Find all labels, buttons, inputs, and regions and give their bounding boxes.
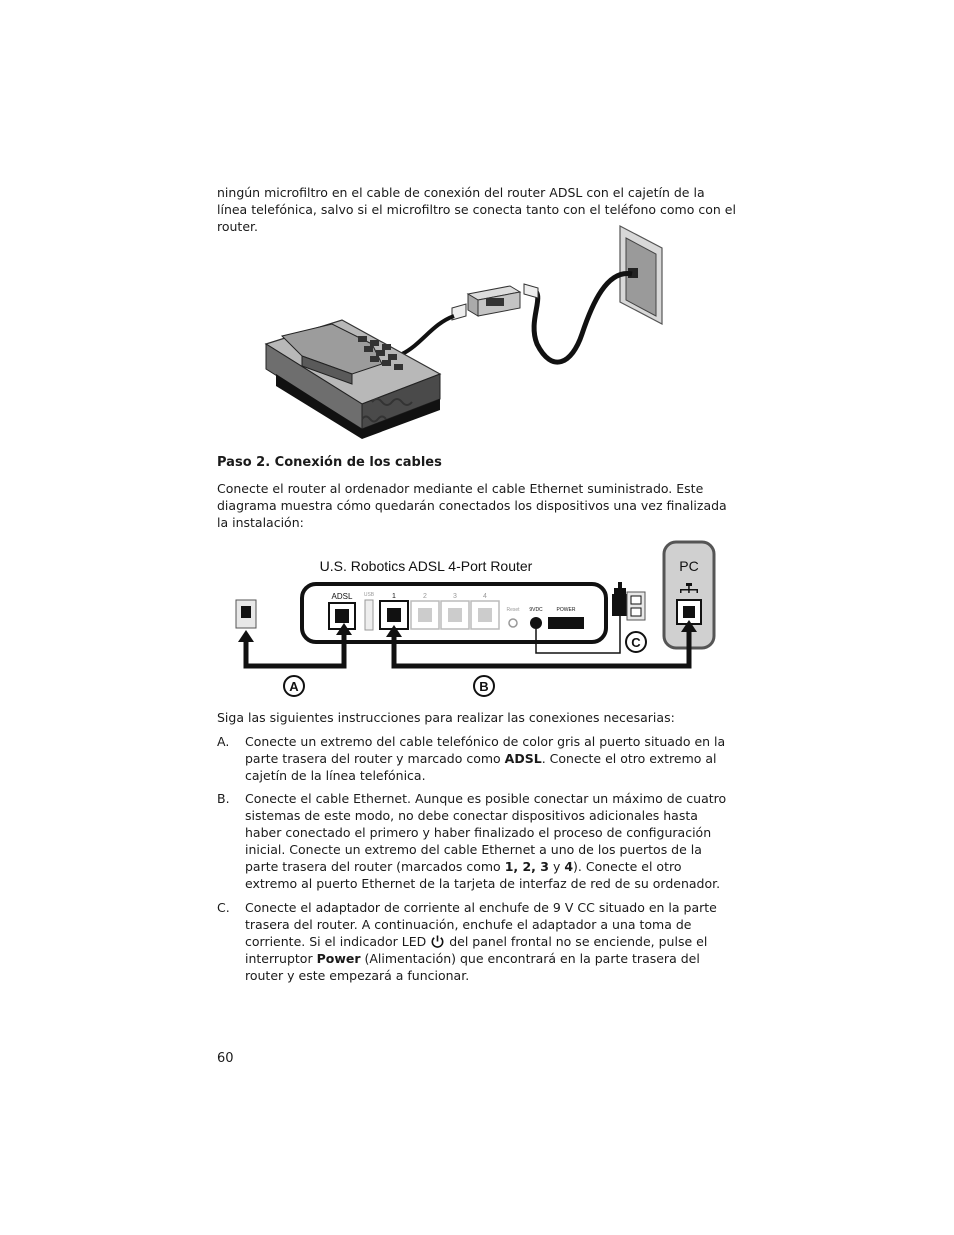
- instruction-item-c: [217, 899, 737, 984]
- page-number: 60: [217, 1051, 234, 1066]
- port-2-label: 2: [423, 593, 427, 600]
- item-body: Conecte el cable Ethernet. Aunque es posible conectar un máximo de cuatro sistemas de este modo, no debe conectar dispositivos adicionales hasta haber conectado el primero y haber finalizado el proceso de configuración inicial. Conecte un extremo del cable Ethernet a uno de los puertos de la parte trasera del router (marcados como 1, 2, 3 y 4). Conecte el otro extremo al puerto Ethernet de la tarjeta de interfaz de red de su ordenador.: [245, 791, 727, 891]
- reset-button: [509, 619, 517, 627]
- pc-label: PC: [679, 558, 699, 574]
- svg-text:A: A: [289, 679, 299, 694]
- item-body: Conecte un extremo del cable telefónico de color gris al puerto situado en la parte trasera del router y marcado como ADSL. Conecte el otro extremo al cajetín de la línea telefónica.: [245, 734, 726, 783]
- reset-label: Reset: [506, 607, 520, 613]
- power-adapter: [614, 582, 626, 594]
- dc-jack-label: 9VDC: [529, 607, 543, 613]
- telephone-microfilter-illustration: [262, 224, 672, 444]
- usb-port-label: USB: [363, 592, 375, 598]
- item-body: Conecte el adaptador de corriente al enchufe de 9 V CC situado en la parte trasera del router. A continuación, enchufe el adaptador a una toma de corriente. Si el indicador LED del panel frontal no se enciende, pulse el interruptor Power (Alimentación) que encontrará en la parte trasera del router y este empezará a funcionar.: [245, 900, 717, 983]
- instruction-item-b: [217, 790, 737, 892]
- item-letter: B.: [217, 791, 230, 806]
- port-4-label: 4: [483, 593, 487, 600]
- instructions-intro: Siga las siguientes instrucciones para realizar las conexiones necesarias:: [217, 710, 675, 725]
- adsl-port-label: ADSL: [331, 592, 353, 601]
- step-heading: Paso 2. Conexión de los cables: [217, 455, 442, 470]
- item-letter: C.: [217, 900, 230, 915]
- instruction-item-a: [217, 733, 737, 784]
- svg-text:B: B: [479, 679, 489, 694]
- power-switch-label: POWER: [556, 607, 576, 613]
- intro-paragraph: ningún microfiltro en el cable de conexión del router ADSL con el cajetín de la línea telefónica, salvo si el microfiltro se conecta tanto con el teléfono como con el router.: [217, 185, 736, 234]
- router-connection-diagram: [228, 538, 728, 703]
- usb-port: [365, 600, 373, 630]
- dc-jack: [530, 617, 542, 629]
- item-letter: A.: [217, 734, 230, 749]
- svg-text:C: C: [631, 635, 641, 650]
- power-switch: [548, 617, 584, 629]
- step-intro-paragraph: Conecte el router al ordenador mediante el cable Ethernet suministrado. Este diagrama muestra cómo quedarán conectados los dispositivos una vez finalizada la instalación:: [217, 481, 727, 530]
- port-3-label: 3: [453, 593, 457, 600]
- router-title: U.S. Robotics ADSL 4-Port Router: [319, 558, 533, 574]
- port-1-label: 1: [392, 593, 396, 600]
- power-led-icon: [430, 934, 445, 949]
